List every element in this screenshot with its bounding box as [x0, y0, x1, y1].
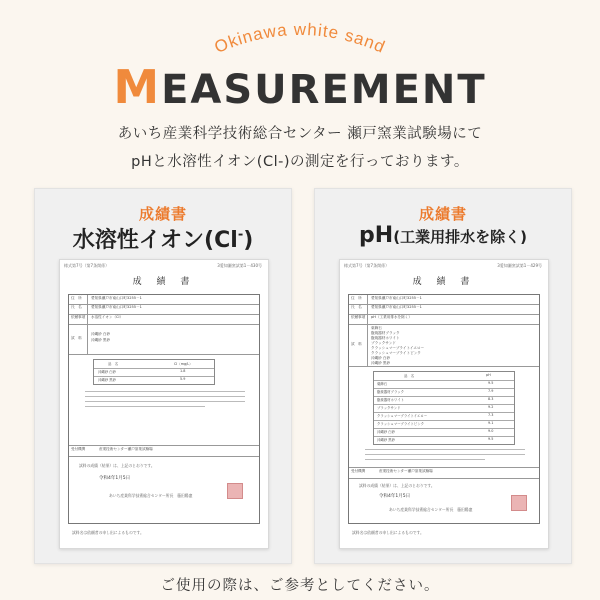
row-label: 氏 名	[71, 305, 82, 309]
row-value: 愛知県瀬戸市南山口町3255－1	[91, 296, 142, 300]
note-line	[85, 391, 245, 392]
card-heading	[315, 223, 571, 248]
seal-stamp	[227, 483, 243, 499]
doc-title: 成 績 書	[132, 277, 196, 287]
cell: 1.8	[180, 368, 186, 373]
cell: 7.9	[488, 388, 494, 393]
col-header: pH	[486, 372, 491, 377]
sample-item: 甑焼器材ホワイト	[371, 336, 400, 340]
note-line	[85, 396, 245, 397]
doc-foot-text: 試料名は依頼者の申し出によるものです。	[352, 530, 424, 535]
doc-foot-text: 試料名は依頼者の申し出によるものです。	[72, 530, 144, 535]
doc-row	[69, 445, 259, 457]
sample-item: ブラックサンド	[371, 341, 396, 345]
doc-form-number: 様式第7号（第7条関係）	[64, 263, 110, 268]
cell: 沖縄砂 黒砂	[377, 437, 396, 442]
cell: 5.9	[180, 376, 186, 381]
card-ph	[314, 188, 572, 564]
note-line	[365, 449, 525, 450]
row-label: 依頼事項	[351, 315, 366, 319]
row-label: 住 所	[351, 296, 362, 300]
doc-number: 3愛知瀬窯試第1－429号	[497, 263, 542, 268]
cell: 沖縄砂 白砂	[377, 429, 396, 434]
doc-date: 令和4年1月5日	[379, 494, 411, 499]
title-first-letter: M	[113, 60, 162, 114]
sample-item: 甑焼器材ブラック	[371, 331, 400, 335]
card-label: 成績書	[138, 205, 187, 223]
doc-foot-text: あいち産業科学技術総合センター所長 藤田陽憲	[389, 507, 473, 512]
row-value: 愛知県瀬戸市南山口町3255－1	[91, 305, 142, 309]
sample-item: 沖縄砂 黒砂	[91, 338, 111, 342]
cell: 葉飾石	[377, 381, 388, 386]
row-value: pH（工業用排水を除く）	[371, 315, 412, 319]
doc-number: 3愛知瀬窯試第1－430号	[217, 263, 262, 268]
cell: 9.0	[488, 428, 494, 433]
cell: 沖縄砂 白砂	[98, 369, 117, 374]
divider	[367, 295, 368, 366]
col-header: 品 名	[108, 361, 119, 366]
cell: ブラックサンド	[377, 405, 401, 410]
cell: 9.5	[488, 380, 494, 385]
svg-text:Okinawa white sand	[212, 20, 389, 57]
tagline: Okinawa white sand	[211, 19, 389, 58]
row-label: 受付機関	[351, 469, 366, 473]
note-line	[85, 406, 205, 407]
footer-note: ご使用の際は、ご参考としてください。	[160, 578, 440, 594]
row-label: 試 料	[351, 342, 362, 346]
doc-body	[348, 294, 540, 524]
cell: 8.3	[488, 396, 494, 401]
row-label: 受付機関	[71, 447, 86, 451]
cell: クラッシュマーブライトイエロー	[377, 413, 428, 418]
result-table	[93, 359, 215, 385]
sample-item: クラッシュマーブライトイエロー	[371, 346, 425, 350]
card-label: 成績書	[418, 205, 467, 223]
certificate-document	[59, 259, 269, 549]
heading-main: 水溶性イオン(Cl	[72, 228, 238, 253]
cell: 沖縄砂 黒砂	[98, 377, 117, 382]
sample-item: 沖縄砂 黒砂	[371, 361, 391, 365]
result-table	[373, 371, 515, 445]
subtitle-line-1: あいち産業科学技術総合センター 瀬戸窯業試験場にて	[117, 126, 483, 142]
divider	[87, 295, 88, 354]
heading-main: pH	[359, 223, 394, 248]
cell: 甑焼器材ホワイト	[377, 397, 405, 402]
page-title	[0, 60, 600, 114]
certificate-document	[339, 259, 549, 549]
note-line	[365, 459, 485, 460]
doc-foot-text: あいち産業科学技術総合センター所長 藤田陽憲	[109, 493, 193, 498]
sample-item: 沖縄砂 白砂	[91, 332, 111, 336]
result-row	[374, 436, 514, 444]
title-rest: EASUREMENT	[161, 67, 487, 113]
doc-foot-text: 試料の成績（結果）は、上記のとおりです。	[359, 483, 435, 488]
row-label: 住 所	[71, 296, 82, 300]
doc-title: 成 績 書	[412, 277, 476, 287]
cell: 9.1	[488, 420, 494, 425]
row-value: 産業技術センター瀬戸窯業試験場	[379, 469, 433, 473]
cell: 9.2	[488, 404, 494, 409]
col-header: 品 名	[404, 373, 415, 378]
row-value: 愛知県瀬戸市南山口町3255－1	[371, 296, 422, 300]
row-label: 氏 名	[351, 305, 362, 309]
doc-row-samples	[349, 324, 539, 367]
doc-body	[68, 294, 260, 524]
subtitle-line-2: pHと水溶性イオン(Cl-)の測定を行っております。	[131, 154, 469, 170]
doc-date: 令和4年1月5日	[99, 476, 131, 481]
row-label: 依頼事項	[71, 315, 86, 319]
card-heading	[35, 223, 291, 254]
doc-row	[349, 467, 539, 479]
cell: クラッシュマーブライトピンク	[377, 421, 424, 426]
sample-item: 葉飾石	[371, 326, 382, 330]
doc-row-samples	[69, 324, 259, 355]
heading-small: (工業用排水を除く)	[393, 228, 527, 246]
col-header: Cl（mg/L）	[174, 361, 193, 366]
seal-stamp	[511, 495, 527, 511]
row-value: 産業技術センター瀬戸窯業試験場	[99, 447, 153, 451]
card-chloride	[34, 188, 292, 564]
note-line	[85, 401, 245, 402]
cell: 甑焼器材ブラック	[377, 389, 405, 394]
row-value: 愛知県瀬戸市南山口町3255－1	[371, 305, 422, 309]
result-row	[94, 376, 214, 384]
heading-sup: -	[237, 227, 244, 243]
doc-form-number: 様式第7号（第7条関係）	[344, 263, 390, 268]
heading-end: )	[243, 228, 254, 253]
sample-item: クラッシュマーブライトピンク	[371, 351, 421, 355]
row-label: 試 料	[71, 336, 82, 340]
doc-foot-text: 試料の成績（結果）は、上記のとおりです。	[79, 463, 155, 468]
cell: 7.3	[488, 412, 494, 417]
note-line	[365, 454, 525, 455]
row-value: 水溶性イオン（Cl）	[91, 315, 124, 319]
cell: 9.5	[488, 436, 494, 441]
sample-item: 沖縄砂 白砂	[371, 356, 391, 360]
